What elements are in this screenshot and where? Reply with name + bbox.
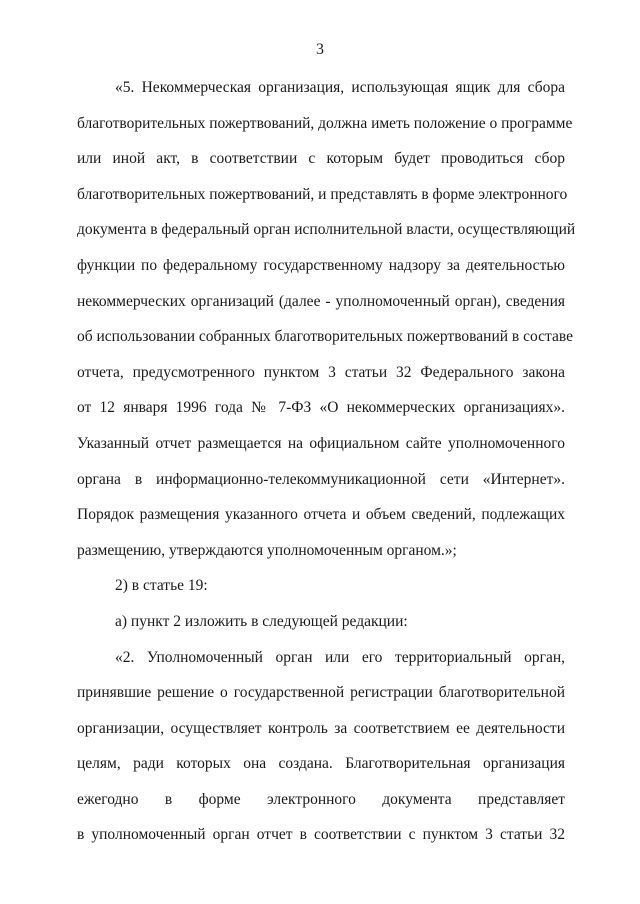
- text-line: принявшие решение о государственной регистрации благотворительной: [77, 684, 565, 702]
- text-line: ежегодно в форме электронного документа представляет: [77, 790, 565, 808]
- text-line: а) пункт 2 изложить в следующей редакции:: [115, 612, 408, 630]
- text-line: функции по федеральному государственному надзору за деятельностью: [77, 256, 565, 274]
- text-line: документа в федеральный орган исполнительной власти, осуществляющий: [77, 221, 576, 239]
- text-line: или иной акт, в соответствии с которым будет проводиться сбор: [77, 150, 565, 168]
- text-line: благотворительных пожертвований, должна иметь положение о программе: [77, 114, 573, 132]
- text-line: органа в информационно-телекоммуникационной сети «Интернет».: [77, 470, 565, 488]
- text-line: некоммерческих организаций (далее - уполномоченный орган), сведения: [77, 292, 565, 310]
- text-line: «2. Уполномоченный орган или его территориальный орган,: [115, 648, 565, 666]
- text-line: об использовании собранных благотворительных пожертвований в составе: [77, 328, 573, 346]
- text-line: благотворительных пожертвований, и представлять в форме электронного: [77, 185, 568, 203]
- text-line: 2) в статье 19:: [115, 577, 208, 595]
- text-line: Указанный отчет размещается на официальном сайте уполномоченного: [77, 434, 565, 452]
- text-line: целям, ради которых она создана. Благотворительная организация: [77, 755, 565, 773]
- text-line: от 12 января 1996 года № 7-ФЗ «О некоммерческих организациях».: [77, 399, 565, 417]
- text-line: организации, осуществляет контроль за соответствием ее деятельности: [77, 719, 565, 737]
- paragraph-item-2: [77, 640, 565, 854]
- paragraph-item-5: [77, 70, 576, 568]
- paragraph-subitem-a: [77, 604, 565, 640]
- paragraph-article-19: [77, 568, 565, 604]
- document-body: [77, 70, 576, 853]
- page-number: 3: [316, 41, 324, 58]
- text-line: «5. Некоммерческая организация, использующая ящик для сбора: [115, 79, 565, 96]
- text-line: в уполномоченный орган отчет в соответствии с пунктом 3 статьи 32: [77, 826, 565, 844]
- text-line: отчета, предусмотренного пунктом 3 статьи 32 Федерального закона: [77, 363, 565, 381]
- text-line: размещению, утверждаются уполномоченным органом.»;: [77, 541, 457, 559]
- text-line: Порядок размещения указанного отчета и объем сведений, подлежащих: [77, 506, 565, 524]
